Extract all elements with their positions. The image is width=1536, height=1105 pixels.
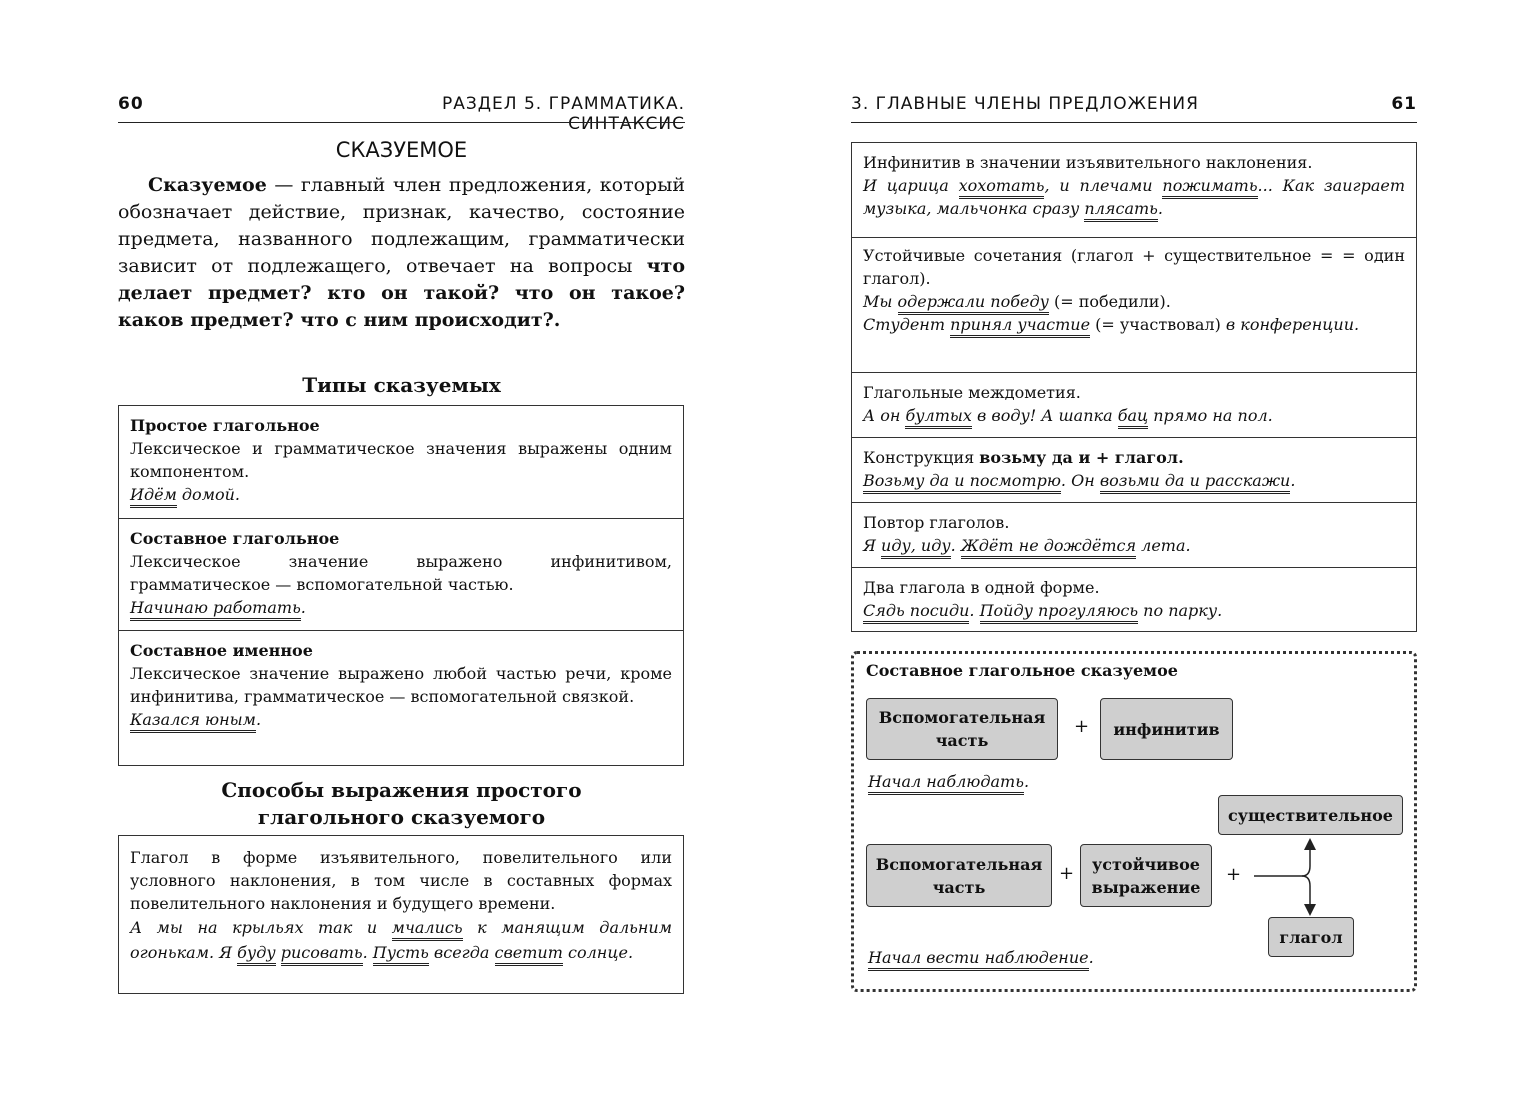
right-running-head: 3. ГЛАВНЫЕ ЧЛЕНЫ ПРЕДЛОЖЕНИЯ (851, 94, 1199, 114)
type-simple-verbal (119, 406, 683, 519)
set-expression-box: устойчивое выражение (1080, 844, 1212, 907)
definition-questions: что делает предмет? кто он такой? что он такое? каков предмет? что с ним происходит?. (118, 255, 685, 331)
type-text: Лексическое и грамматическое значения выражены одним компонентом. (130, 439, 672, 481)
infinitive-box: инфинитив (1100, 698, 1233, 760)
diagram-example-2: Начал вести наблюдение. (868, 948, 1094, 967)
type-title: Составное глагольное (130, 529, 340, 548)
diagram-title: Составное глагольное сказуемое (866, 661, 1178, 680)
plus-sign: + (1226, 864, 1242, 885)
ways-cell (119, 836, 683, 973)
type-compound-nominal (119, 631, 683, 764)
right-header-rule (851, 122, 1417, 123)
row-interjections: Глагольные междометия. А он бултых в воду! А шапка бац прямо на пол. (852, 373, 1416, 438)
row-repetition: Повтор глаголов. Я иду, иду. Ждёт не дождётся лета. (852, 503, 1416, 568)
page-title: СКАЗУЕМОЕ (335, 138, 468, 162)
type-text: Лексическое значение выражено инфинитивом, грамматическое — вспомогательной частью. (130, 552, 672, 594)
plus-sign: + (1074, 716, 1090, 737)
type-example: Начинаю работать. (130, 596, 672, 619)
type-title: Составное именное (130, 641, 313, 660)
row-infinitive: Инфинитив в значении изъявительного наклонения. И царица хохотать, и плечами пожимать... Как заиграет музыка, мальчонка сразу плясать. (852, 143, 1416, 238)
aux-part-box-2: Вспомогательная часть (866, 844, 1052, 907)
row-set-phrases: Устойчивые сочетания (глагол + существительное = = один глагол). Мы одержали победу (= победили). Студент принял участие (= участвовал) в конференции. (852, 238, 1416, 373)
branch-arrows (1250, 838, 1320, 918)
row-two-verbs: Два глагола в одной форме. Сядь посиди. Пойду прогуляюсь по парку. (852, 568, 1416, 630)
definition-term: Сказуемое (148, 174, 267, 196)
left-running-head: РАЗДЕЛ 5. ГРАММАТИКА. СИНТАКСИС (441, 94, 685, 134)
right-page-number: 61 (1391, 94, 1417, 114)
left-page-number: 60 (118, 94, 144, 114)
definition-paragraph (118, 172, 685, 334)
types-heading: Типы сказуемых (302, 373, 501, 397)
type-example: Идём домой. (130, 483, 672, 506)
plus-sign: + (1059, 863, 1075, 884)
left-header-rule (118, 122, 685, 123)
ways-example: А мы на крыльях так и мчались к манящим дальним огонькам. Я буду рисовать. Пусть всегда светит солнце. (130, 915, 672, 965)
diagram-example-1: Начал наблюдать. (868, 772, 1029, 791)
row-construction: Конструкция возьму да и + глагол. Возьму да и посмотрю. Он возьми да и расскажи. (852, 438, 1416, 503)
verb-box: глагол (1268, 917, 1354, 957)
arrow-up (1302, 844, 1310, 876)
type-example: Казался юным. (130, 708, 672, 731)
arrow-down (1302, 876, 1310, 910)
types-table (118, 405, 684, 766)
noun-box: существительное (1218, 795, 1403, 835)
type-text: Лексическое значение выражено любой частью речи, кроме инфинитива, грамматическое — вспомогательной связкой. (130, 664, 672, 706)
type-title: Простое глагольное (130, 416, 320, 435)
definition-text: — главный член предложения, который обозначает действие, признак, качество, состояние предмета, названного подлежащим, грамматически зависит от подлежащего, отвечает на вопросы (118, 174, 685, 277)
type-compound-verbal (119, 519, 683, 631)
ways-continued-table (851, 142, 1417, 632)
ways-text: Глагол в форме изъявительного, повелительного или условного наклонения, в том числе в составных формах повелительного наклонения и будущего времени. (130, 848, 672, 913)
ways-table (118, 835, 684, 994)
ways-heading: Способы выражения простого глагольного сказуемого (221, 778, 582, 829)
aux-part-box-1: Вспомогательная часть (866, 698, 1058, 760)
